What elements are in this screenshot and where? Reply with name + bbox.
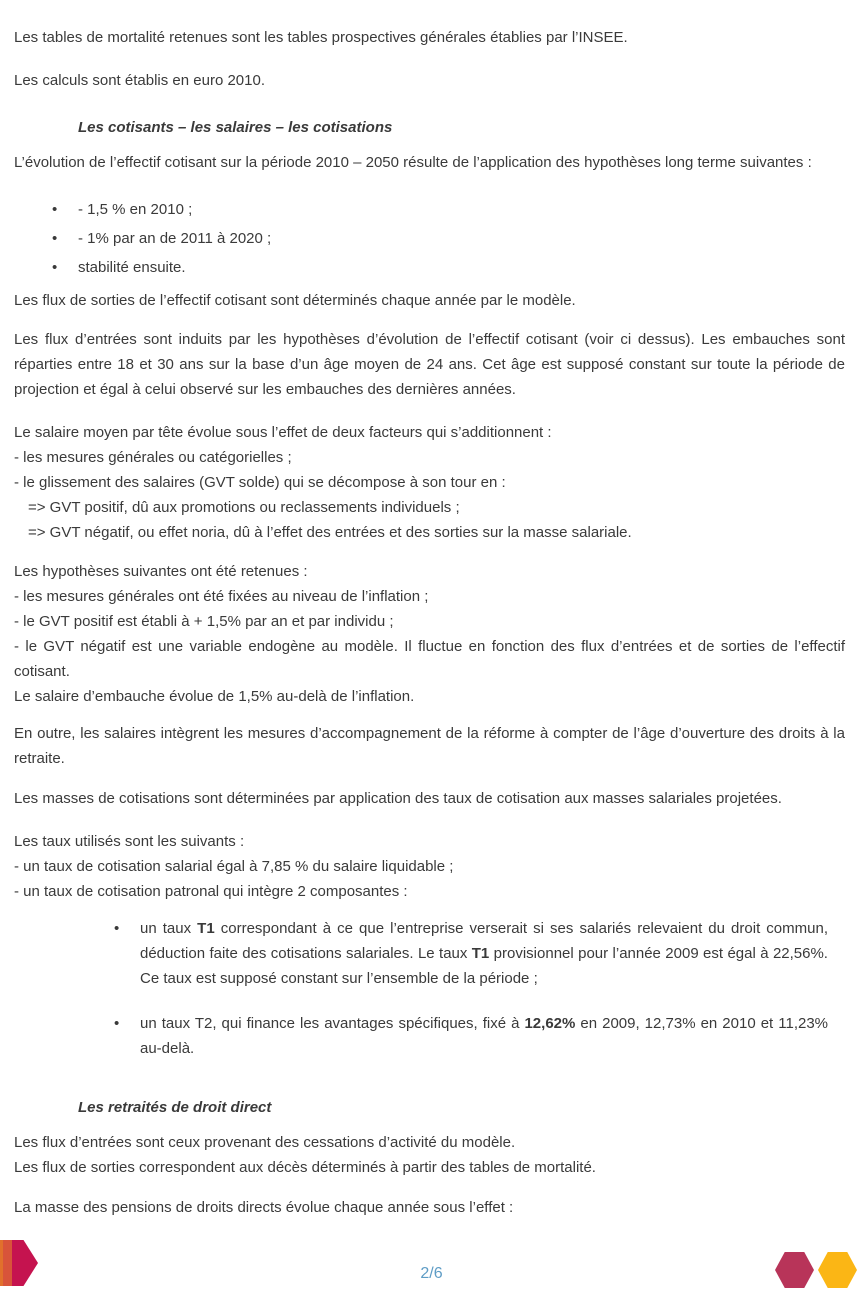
- bullet-icon: [114, 1011, 140, 1061]
- text-segment-bold: T1: [471, 945, 490, 962]
- list-item: [52, 253, 845, 282]
- text-line: Le salaire d’embauche évolue de 1,5% au-delà de l’inflation.: [14, 688, 415, 705]
- paragraph-salaire-moyen: [14, 420, 845, 545]
- text-segment: provisionnel pour l’année 2009 est égal à 22,56%. Ce taux est supposé constant sur l’ensemble de la période ;: [140, 945, 828, 987]
- text-line: => GVT négatif, ou effet noria, dû à l’effet des entrées et des sorties sur la masse salariale.: [28, 524, 632, 541]
- paragraph-taux-utilises: [14, 829, 845, 904]
- bullet-icon: [52, 253, 78, 282]
- paragraph-retraites-flux: [14, 1130, 845, 1180]
- text-line: => GVT positif, dû aux promotions ou reclassements individuels ;: [28, 499, 460, 516]
- bullet-taux-t1: [114, 916, 828, 991]
- text-segment: un taux T2, qui finance les avantages spécifiques, fixé à: [140, 1015, 525, 1032]
- paragraph-flux-entrees: Les flux d’entrées sont induits par les hypothèses d’évolution de l’effectif cotisant (voir ci dessus). Les embauches sont réparties entre 18 et 30 ans sur la base d’un âge moyen de 24 ans. Cet âge est supposé constant sur toute la période de projection et égal à celui observé sur les embauches des dernières années.: [14, 331, 845, 398]
- text-line: Les flux de sorties correspondent aux décès déterminés à partir des tables de mortalité.: [14, 1159, 596, 1176]
- text-line: - le glissement des salaires (GVT solde) qui se décompose à son tour en :: [14, 474, 506, 491]
- bullet-icon: [52, 195, 78, 224]
- list-item-text: - 1,5 % en 2010 ;: [78, 201, 193, 218]
- page-number: 2/6: [420, 1265, 443, 1282]
- text-line: Les hypothèses suivantes ont été retenues :: [14, 563, 308, 580]
- text-line: - les mesures générales ont été fixées au niveau de l’inflation ;: [14, 588, 429, 605]
- text-segment-bold: T1: [197, 920, 215, 937]
- list-item-text: - 1% par an de 2011 à 2020 ;: [78, 230, 272, 247]
- paragraph-masse-pensions: La masse des pensions de droits directs évolue chaque année sous l’effet :: [14, 1199, 514, 1216]
- paragraph-mortality-tables: Les tables de mortalité retenues sont les tables prospectives générales établies par l’INSEE.: [14, 29, 628, 46]
- text-segment: en 2009, 12,73% en 2010 et 11,23% au-delà.: [140, 1015, 829, 1057]
- list-item: [52, 224, 845, 253]
- bullet-text: [140, 1011, 828, 1061]
- paragraph-euro-2010: Les calculs sont établis en euro 2010.: [14, 72, 265, 89]
- text-line: - le GVT négatif est une variable endogène au modèle. Il fluctue en fonction des flux d’entrées et de sorties de l’effectif cotisant.: [14, 638, 845, 680]
- text-line: Les flux d’entrées sont ceux provenant des cessations d’activité du modèle.: [14, 1134, 516, 1151]
- section-heading-cotisants: Les cotisants – les salaires – les cotisations: [78, 119, 393, 136]
- text-segment: correspondant à ce que l’entreprise verserait si ses salariés relevaient du droit commun, déduction faite des cotisations salariales. Le taux: [140, 920, 828, 962]
- paragraph-en-outre: En outre, les salaires intègrent les mesures d’accompagnement de la réforme à compter de l’âge d’ouverture des droits à la retraite.: [14, 725, 845, 767]
- text-line: - un taux de cotisation patronal qui intègre 2 composantes :: [14, 883, 408, 900]
- hypotheses-list: [52, 195, 845, 282]
- text-line: - les mesures générales ou catégorielles ;: [14, 449, 292, 466]
- text-segment-bold: 12,62%: [524, 1015, 576, 1032]
- paragraph-masses-cotisations: Les masses de cotisations sont déterminées par application des taux de cotisation aux masses salariales projetées.: [14, 790, 782, 807]
- bullet-icon: [52, 224, 78, 253]
- text-segment: un taux: [140, 920, 198, 937]
- section-heading-retraites: Les retraités de droit direct: [78, 1099, 272, 1116]
- text-line: - un taux de cotisation salarial égal à 7,85 % du salaire liquidable ;: [14, 858, 454, 875]
- text-line: Les taux utilisés sont les suivants :: [14, 833, 245, 850]
- text-line: Le salaire moyen par tête évolue sous l’effet de deux facteurs qui s’additionnent :: [14, 424, 552, 441]
- list-item-text: stabilité ensuite.: [78, 259, 186, 276]
- bullet-text: [140, 916, 828, 991]
- bullet-taux-t2: [114, 1011, 828, 1061]
- list-item: [52, 195, 845, 224]
- paragraph-effectif-evolution: L’évolution de l’effectif cotisant sur la période 2010 – 2050 résulte de l’application des hypothèses long terme suivantes :: [14, 154, 812, 171]
- text-line: - le GVT positif est établi à + 1,5% par an et par individu ;: [14, 613, 394, 630]
- bullet-icon: [114, 916, 140, 991]
- paragraph-flux-sorties: Les flux de sorties de l’effectif cotisant sont déterminés chaque année par le modèle.: [14, 292, 576, 309]
- paragraph-hypotheses-retenues: [14, 559, 845, 709]
